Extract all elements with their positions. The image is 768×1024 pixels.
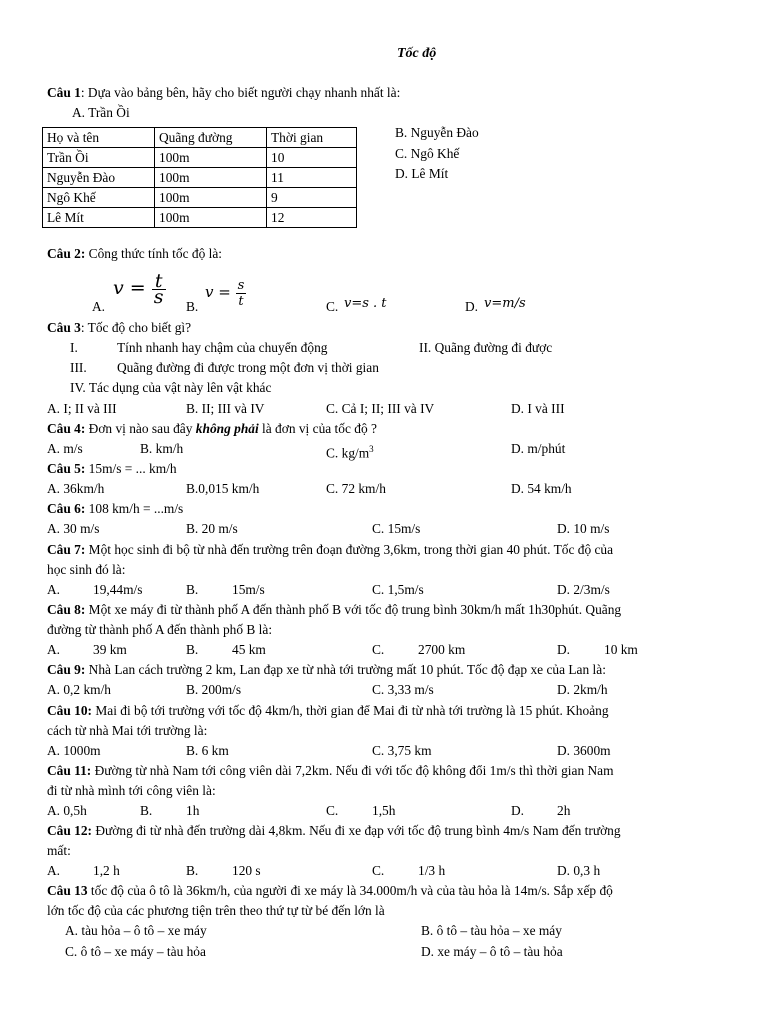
question-label: Câu 12: [47,823,93,838]
q6-option-a: A. 30 m/s [47,521,100,536]
q4-option-d: D. m/phút [511,441,566,456]
q12-option-b: 120 s [232,863,261,878]
q4-option-c: C. $kg/m^3$ [326,444,374,461]
q3-option-c: C. Cả I; II; III và IV [326,401,435,416]
q2-option-a-label: A. [92,299,106,314]
q4-option-b: B. km/h [140,441,184,456]
q5-option-b: B.0,015 km/h [186,481,260,496]
q11-option-b: 1h [186,803,200,818]
q3-option-d: D. I và III [511,401,565,416]
q10-option-b: B. 6 km [186,743,229,758]
question-1-stem: Câu 1: Dựa vào bảng bên, hãy cho biết người chạy nhanh nhất là: [47,85,401,100]
runner-table [42,127,357,228]
q2-option-c-label: C. [326,299,339,314]
table-cell: 12 [267,208,357,228]
q2-formula-d: v=m/s [484,296,526,311]
q12-option-a-label: A. [47,863,61,878]
question-11-stem-cont: đi từ nhà mình tới công viên là: [47,783,216,798]
q13-option-a: A. tàu hỏa – ô tô – xe máy [65,923,207,938]
table-cell: 100m [155,148,267,168]
q7-option-a-label: A. [47,582,61,597]
question-9-stem: Câu 9: Nhà Lan cách trường 2 km, Lan đạp xe từ nhà tới trường mất 10 phút. Tốc độ đạp xe của Lan là: [47,662,606,677]
question-12-stem-cont: mất: [47,843,71,858]
q10-option-a: A. 1000m [47,743,101,758]
emphasis-text: không phải [195,421,259,436]
q3-item-4: IV. Tác dụng của vật này lên vật khác [70,380,272,395]
question-label: Câu 13 [47,883,88,898]
q8-option-c: 2700 km [418,642,466,657]
q6-option-d: D. 10 m/s [557,521,610,536]
q11-option-b-label: B. [140,803,153,818]
q12-option-c-label: C. [372,863,385,878]
q2-formula-a: v = $\frac{t}{s}$ [113,269,164,308]
page-title: Tốc độ [397,46,437,61]
question-label: Câu 3 [47,320,81,335]
q3-item-3: Quãng đường đi được trong một đơn vị thời gian [117,360,379,375]
question-8-stem: Câu 8: Một xe máy đi từ thành phố A đến thành phố B với tốc độ trung bình 30km/h mất 1h30phút. Quãng [47,602,622,617]
q5-option-c: C. 72 km/h [326,481,386,496]
q13-option-b: B. ô tô – tàu hỏa – xe máy [421,923,562,938]
q11-option-d-label: D. [511,803,525,818]
q10-option-c: C. 3,75 km [372,743,432,758]
q11-option-c-label: C. [326,803,339,818]
question-label: Câu 2: [47,246,86,261]
question-label: Câu 8: [47,602,86,617]
q8-option-b-label: B. [186,642,199,657]
q1-option-a: A. Trần Ồi [72,105,130,120]
question-7-stem: Câu 7: Một học sinh đi bộ từ nhà đến trường trên đoạn đường 3,6km, trong thời gian 40 phút. Tốc độ của [47,542,614,557]
question-7-stem-cont: học sinh đó là: [47,562,126,577]
q9-option-c: C. 3,33 m/s [372,682,434,697]
table-header-row [43,128,357,148]
q8-option-d: 10 km [604,642,638,657]
question-label: Câu 11: [47,763,92,778]
question-10-stem-cont: cách từ nhà Mai tới trường là: [47,723,208,738]
question-5-stem: Câu 5: 15m/s = ... km/h [47,461,177,476]
table-header: Quãng đường [155,128,267,148]
table-header: Họ và tên [43,128,155,148]
question-13-stem: Câu 13 tốc độ của ô tô là 36km/h, của người đi xe máy là 34.000m/h và của tàu hỏa là 14m/s. Sắp xếp độ [47,883,613,898]
table-row [43,148,357,168]
q11-option-d: 2h [557,803,571,818]
q1-option-d: D. Lê Mít [395,166,449,181]
q12-option-a: 1,2 h [93,863,120,878]
q7-option-b: 15m/s [232,582,265,597]
table-cell: Lê Mít [43,208,155,228]
q3-item-2: II. Quãng đường đi được [419,340,553,355]
q7-option-c: C. 1,5m/s [372,582,424,597]
q6-option-b: B. 20 m/s [186,521,238,536]
q10-option-d: D. 3600m [557,743,611,758]
q2-option-d-label: D. [465,299,479,314]
q3-item-3-number: III. [70,360,87,375]
question-label: Câu 9: [47,662,86,677]
q3-option-b: B. II; III và IV [186,401,265,416]
q9-option-a: A. 0,2 km/h [47,682,111,697]
q7-option-b-label: B. [186,582,199,597]
q12-option-c: 1/3 h [418,863,446,878]
q2-option-b-label: B. [186,299,199,314]
q1-option-c: C. Ngô Khế [395,146,460,161]
question-11-stem: Câu 11: Đường từ nhà Nam tới công viên dài 7,2km. Nếu đi với tốc độ không đổi 1m/s thì thời gian Nam [47,763,614,778]
q12-option-d: D. 0,3 h [557,863,601,878]
q8-option-c-label: C. [372,642,385,657]
question-2-stem: Câu 2: Công thức tính tốc độ là: [47,246,223,261]
q8-option-b: 45 km [232,642,266,657]
table-row [43,168,357,188]
q5-option-d: D. 54 km/h [511,481,572,496]
q9-option-d: D. 2km/h [557,682,608,697]
question-4-stem: Câu 4: Đơn vị nào sau đây không phải là đơn vị của tốc độ ? [47,421,377,436]
table-row [43,188,357,208]
table-cell: Nguyễn Đào [43,168,155,188]
question-label: Câu 6: [47,501,86,516]
q2-formula-b: v = $\frac{s}{t}$ [205,277,245,309]
question-label: Câu 5: [47,461,86,476]
question-13-stem-cont: lớn tốc độ của các phương tiện trên theo thứ tự từ bé đến lớn là [47,903,385,918]
q13-option-c: C. ô tô – xe máy – tàu hỏa [65,944,206,959]
question-3-stem: Câu 3: Tốc độ cho biết gì? [47,320,192,335]
table-cell: 100m [155,188,267,208]
table-cell: Ngô Khế [43,188,155,208]
q8-option-a: 39 km [93,642,127,657]
question-label: Câu 7: [47,542,86,557]
q3-option-a: A. I; II và III [47,401,117,416]
table-row [43,208,357,228]
q11-option-a: A. 0,5h [47,803,87,818]
table-header: Thời gian [267,128,357,148]
table-cell: 10 [267,148,357,168]
q11-option-c: 1,5h [372,803,396,818]
q8-option-d-label: D. [557,642,571,657]
question-6-stem: Câu 6: 108 km/h = ...m/s [47,501,184,516]
table-cell: Trần Ồi [43,148,155,168]
question-12-stem: Câu 12: Đường đi từ nhà đến trường dài 4,8km. Nếu đi xe đạp với tốc độ trung bình 4m/s Nam đến trường [47,823,621,838]
q5-option-a: A. 36km/h [47,481,105,496]
q7-option-a: 19,44m/s [93,582,143,597]
question-label: Câu 4: [47,421,86,436]
question-label: Câu 10: [47,703,93,718]
question-label: Câu 1 [47,85,81,100]
question-8-stem-cont: đường từ thành phố A đến thành phố B là: [47,622,273,637]
q6-option-c: C. 15m/s [372,521,421,536]
q3-item-1: Tính nhanh hay chậm của chuyển động [117,340,328,355]
table-cell: 100m [155,168,267,188]
table-cell: 11 [267,168,357,188]
q3-item-1-number: I. [70,340,78,355]
question-10-stem: Câu 10: Mai đi bộ tới trường với tốc độ 4km/h, thời gian để Mai đi từ nhà tới trường là 15 phút. Khoảng [47,703,609,718]
q9-option-b: B. 200m/s [186,682,242,697]
q4-option-a: A. m/s [47,441,83,456]
q12-option-b-label: B. [186,863,199,878]
q7-option-d: D. 2/3m/s [557,582,610,597]
q8-option-a-label: A. [47,642,61,657]
table-cell: 100m [155,208,267,228]
q2-formula-c: v=s . t [344,296,387,311]
q13-option-d: D. xe máy – ô tô – tàu hỏa [421,944,563,959]
q1-option-b: B. Nguyễn Đào [395,125,479,140]
table-cell: 9 [267,188,357,208]
